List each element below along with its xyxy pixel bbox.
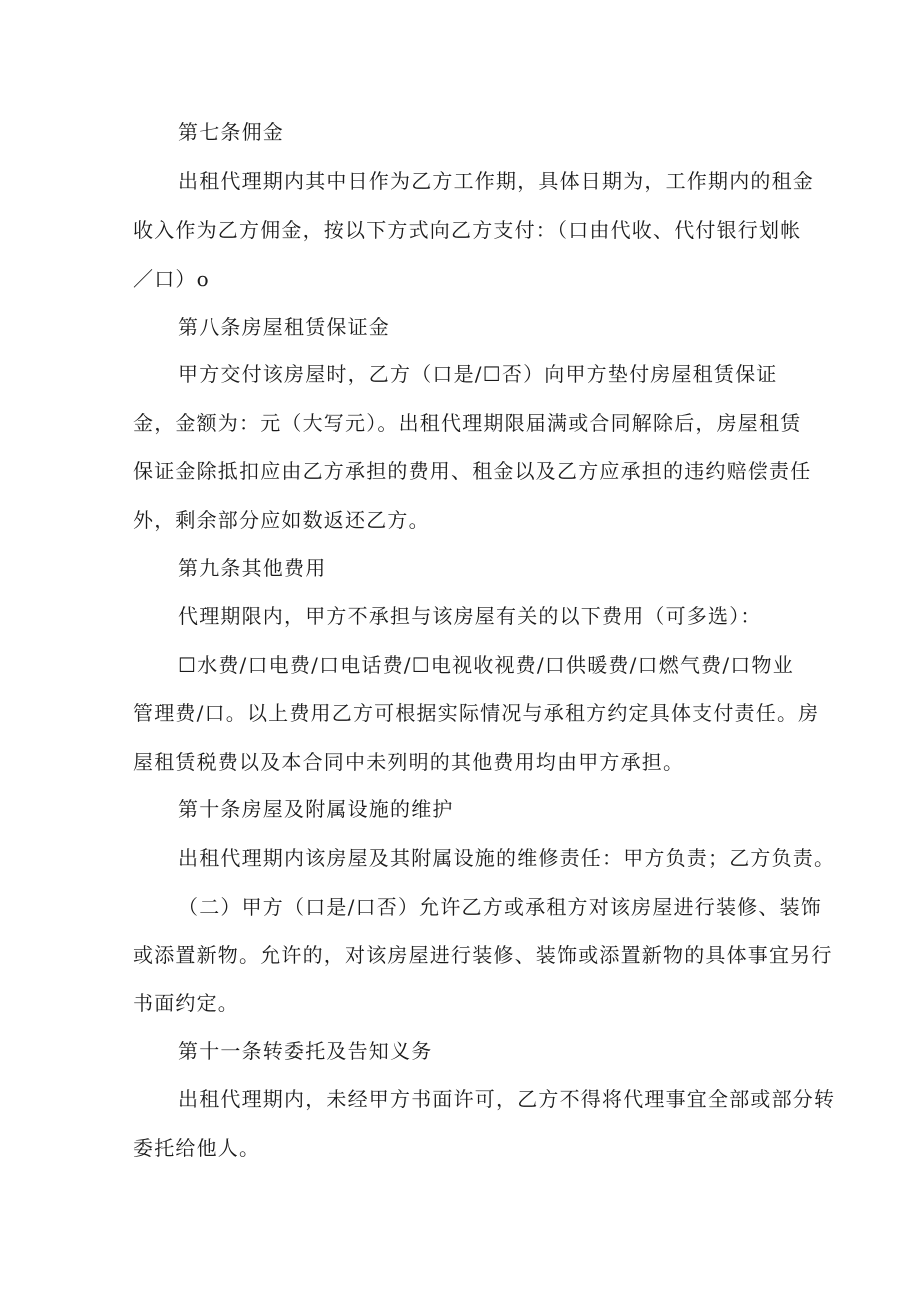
paragraph-line: 保证金除抵扣应由乙方承担的费用、租金以及乙方应承担的违约赔偿责任 — [133, 459, 812, 483]
article-8-heading: 第八条房屋租赁保证金 — [178, 315, 390, 339]
article-7-heading: 第七条佣金 — [178, 120, 284, 144]
paragraph-line: 金，金额为：元（大写元）。出租代理期限届满或合同解除后，房屋租赁 — [133, 411, 802, 435]
paragraph-line: 甲方交付该房屋时，乙方（口是/☐否）向甲方垫付房屋租赁保证 — [178, 362, 778, 386]
paragraph-line: ☐水费/口电费/口电话费/☐电视收视费/口供暖费/口燃气费/口物业 — [178, 653, 794, 677]
article-10-heading: 第十条房屋及附属设施的维护 — [178, 797, 454, 821]
paragraph-line: 屋租赁税费以及本合同中未列明的其他费用均由甲方承担。 — [133, 750, 685, 774]
paragraph-line: 管理费/口。以上费用乙方可根据实际情况与承租方约定具体支付责任。房 — [133, 701, 820, 725]
paragraph-line: 出租代理期内该房屋及其附属设施的维修责任：甲方负责；乙方负责。 — [178, 846, 836, 870]
article-11-heading: 第十一条转委托及告知义务 — [178, 1039, 433, 1063]
article-9-heading: 第九条其他费用 — [178, 556, 327, 580]
paragraph-line: 收入作为乙方佣金，按以下方式向乙方支付：（口由代收、代付银行划帐 — [133, 218, 802, 242]
paragraph-line: ／口）o — [133, 267, 210, 291]
paragraph-line: 书面约定。 — [133, 991, 239, 1015]
paragraph-line: （二）甲方（口是/口否）允许乙方或承租方对该房屋进行装修、装饰 — [178, 895, 822, 919]
paragraph-line: 代理期限内，甲方不承担与该房屋有关的以下费用（可多选）： — [178, 604, 762, 628]
paragraph-line: 出租代理期内，未经甲方书面许可，乙方不得将代理事宜全部或部分转 — [178, 1087, 836, 1111]
paragraph-line: 委托给他人。 — [133, 1136, 261, 1160]
paragraph-line: 外，剩余部分应如数返还乙方。 — [133, 508, 430, 532]
paragraph-line: 出租代理期内其中日作为乙方工作期，具体日期为，工作期内的租金 — [178, 169, 814, 193]
paragraph-line: 或添置新物。允许的，对该房屋进行装修、装饰或添置新物的具体事宜另行 — [133, 943, 833, 967]
